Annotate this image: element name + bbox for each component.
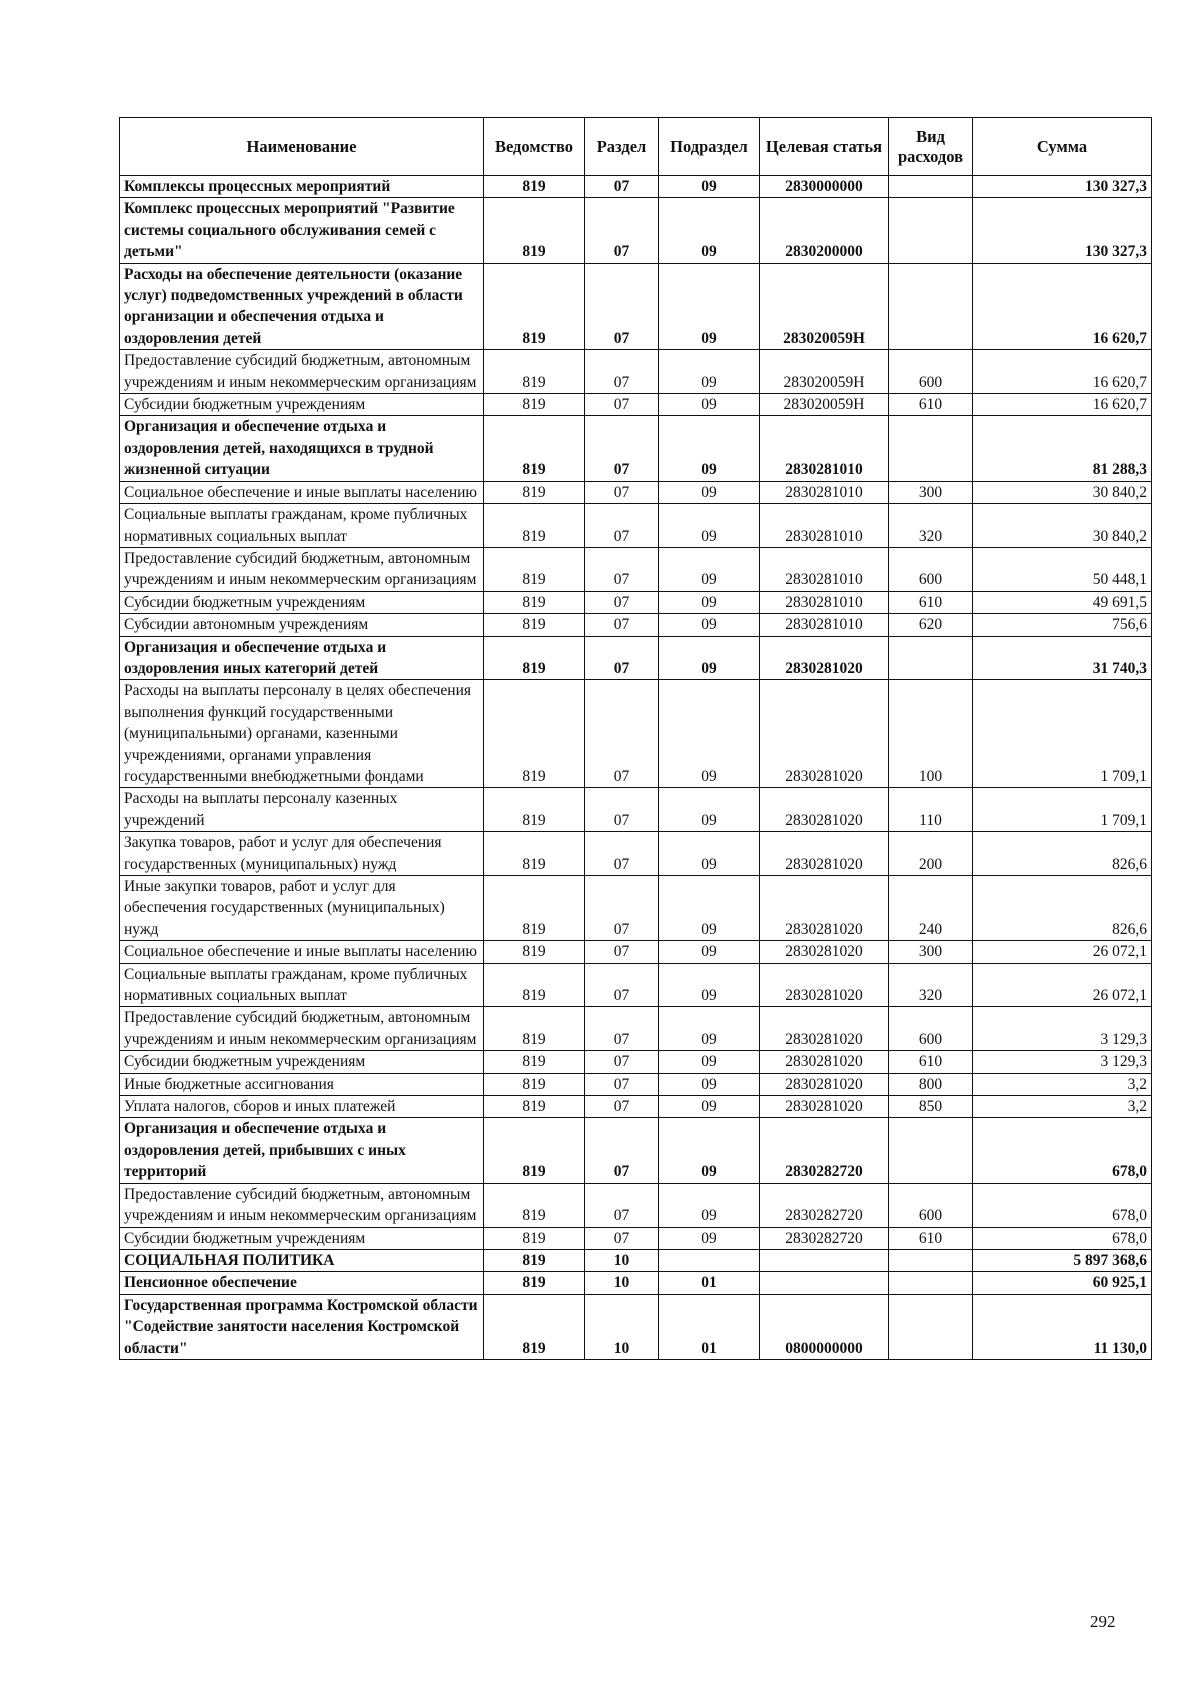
cell-sum: 26 072,1 bbox=[973, 941, 1152, 963]
table-row bbox=[120, 963, 1152, 1007]
table-row bbox=[120, 941, 1152, 963]
cell-sum: 31 740,3 bbox=[973, 636, 1152, 680]
cell-target: 2830281020 bbox=[760, 1096, 889, 1118]
table-row bbox=[120, 416, 1152, 481]
cell-name: Социальные выплаты гражданам, кроме публичных нормативных социальных выплат bbox=[120, 504, 484, 548]
cell-dept: 819 bbox=[484, 1007, 585, 1051]
table-row bbox=[120, 481, 1152, 503]
cell-name: Организация и обеспечение отдыха и оздоровления иных категорий детей bbox=[120, 636, 484, 680]
cell-subsection: 09 bbox=[659, 941, 760, 963]
cell-target: 2830281010 bbox=[760, 504, 889, 548]
cell-section: 07 bbox=[585, 963, 659, 1007]
cell-type bbox=[889, 416, 973, 481]
cell-type: 600 bbox=[889, 350, 973, 394]
table-row bbox=[120, 394, 1152, 416]
cell-target: 2830281010 bbox=[760, 591, 889, 613]
cell-subsection: 09 bbox=[659, 614, 760, 636]
budget-table bbox=[119, 117, 1152, 1360]
cell-name: Предоставление субсидий бюджетным, автономным учреждениям и иным некоммерческим организациям bbox=[120, 1007, 484, 1051]
table-row bbox=[120, 1007, 1152, 1051]
table-row bbox=[120, 788, 1152, 832]
cell-type: 320 bbox=[889, 963, 973, 1007]
cell-name: Иные закупки товаров, работ и услуг для обеспечения государственных (муниципальных) нужд bbox=[120, 876, 484, 941]
cell-dept: 819 bbox=[484, 198, 585, 263]
cell-subsection: 09 bbox=[659, 198, 760, 263]
cell-section: 07 bbox=[585, 614, 659, 636]
col-header-target: Целевая статья bbox=[760, 118, 889, 176]
table-row bbox=[120, 680, 1152, 788]
cell-sum: 1 709,1 bbox=[973, 680, 1152, 788]
cell-sum: 16 620,7 bbox=[973, 394, 1152, 416]
cell-type: 610 bbox=[889, 1051, 973, 1073]
cell-dept: 819 bbox=[484, 680, 585, 788]
cell-type: 200 bbox=[889, 832, 973, 876]
cell-subsection: 09 bbox=[659, 680, 760, 788]
cell-section: 07 bbox=[585, 1227, 659, 1249]
cell-section: 10 bbox=[585, 1249, 659, 1271]
cell-sum: 678,0 bbox=[973, 1183, 1152, 1227]
cell-name: Субсидии бюджетным учреждениям bbox=[120, 394, 484, 416]
cell-type bbox=[889, 1272, 973, 1294]
cell-type: 300 bbox=[889, 941, 973, 963]
cell-type: 300 bbox=[889, 481, 973, 503]
cell-name: Организация и обеспечение отдыха и оздоровления детей, находящихся в трудной жизненной ситуации bbox=[120, 416, 484, 481]
cell-type: 610 bbox=[889, 394, 973, 416]
cell-name: Субсидии бюджетным учреждениям bbox=[120, 1051, 484, 1073]
cell-subsection: 09 bbox=[659, 350, 760, 394]
cell-type bbox=[889, 1294, 973, 1359]
cell-subsection: 09 bbox=[659, 636, 760, 680]
col-header-sum: Сумма bbox=[973, 118, 1152, 176]
cell-sum: 30 840,2 bbox=[973, 481, 1152, 503]
cell-section: 07 bbox=[585, 1051, 659, 1073]
table-row bbox=[120, 263, 1152, 350]
col-header-type: Вид расходов bbox=[889, 118, 973, 176]
cell-target: 2830281010 bbox=[760, 416, 889, 481]
cell-dept: 819 bbox=[484, 636, 585, 680]
cell-name: Расходы на выплаты персоналу казенных учреждений bbox=[120, 788, 484, 832]
cell-target: 2830281010 bbox=[760, 481, 889, 503]
cell-subsection: 09 bbox=[659, 788, 760, 832]
table-row bbox=[120, 1096, 1152, 1118]
cell-name: Пенсионное обеспечение bbox=[120, 1272, 484, 1294]
cell-section: 07 bbox=[585, 1007, 659, 1051]
cell-dept: 819 bbox=[484, 1096, 585, 1118]
cell-dept: 819 bbox=[484, 591, 585, 613]
cell-subsection: 09 bbox=[659, 263, 760, 350]
cell-section: 07 bbox=[585, 547, 659, 591]
cell-sum: 678,0 bbox=[973, 1118, 1152, 1183]
cell-sum: 678,0 bbox=[973, 1227, 1152, 1249]
cell-subsection: 09 bbox=[659, 591, 760, 613]
cell-sum: 1 709,1 bbox=[973, 788, 1152, 832]
cell-target: 2830281020 bbox=[760, 1007, 889, 1051]
cell-dept: 819 bbox=[484, 963, 585, 1007]
page-number: 292 bbox=[1090, 1612, 1116, 1631]
cell-subsection: 09 bbox=[659, 1007, 760, 1051]
cell-dept: 819 bbox=[484, 504, 585, 548]
cell-name: Государственная программа Костромской области "Содействие занятости населения Костромской области" bbox=[120, 1294, 484, 1359]
cell-type bbox=[889, 1249, 973, 1271]
cell-subsection: 09 bbox=[659, 963, 760, 1007]
cell-dept: 819 bbox=[484, 832, 585, 876]
cell-sum: 3 129,3 bbox=[973, 1051, 1152, 1073]
cell-target: 2830281020 bbox=[760, 941, 889, 963]
cell-sum: 5 897 368,6 bbox=[973, 1249, 1152, 1271]
cell-subsection: 09 bbox=[659, 547, 760, 591]
cell-subsection bbox=[659, 1249, 760, 1271]
cell-section: 07 bbox=[585, 832, 659, 876]
cell-target: 2830281020 bbox=[760, 680, 889, 788]
cell-section: 07 bbox=[585, 788, 659, 832]
cell-type: 600 bbox=[889, 1007, 973, 1051]
cell-subsection: 09 bbox=[659, 1227, 760, 1249]
cell-name: Предоставление субсидий бюджетным, автономным учреждениям и иным некоммерческим организациям bbox=[120, 547, 484, 591]
cell-dept: 819 bbox=[484, 263, 585, 350]
cell-name: Уплата налогов, сборов и иных платежей bbox=[120, 1096, 484, 1118]
cell-dept: 819 bbox=[484, 547, 585, 591]
cell-type: 610 bbox=[889, 1227, 973, 1249]
cell-sum: 3,2 bbox=[973, 1096, 1152, 1118]
cell-sum: 16 620,7 bbox=[973, 350, 1152, 394]
cell-type: 600 bbox=[889, 547, 973, 591]
col-header-dept: Ведомство bbox=[484, 118, 585, 176]
cell-type: 240 bbox=[889, 876, 973, 941]
cell-section: 07 bbox=[585, 876, 659, 941]
cell-section: 07 bbox=[585, 350, 659, 394]
cell-subsection: 01 bbox=[659, 1272, 760, 1294]
table-row bbox=[120, 547, 1152, 591]
cell-target: 2830281020 bbox=[760, 1051, 889, 1073]
table-row bbox=[120, 1183, 1152, 1227]
col-header-section: Раздел bbox=[585, 118, 659, 176]
cell-dept: 819 bbox=[484, 416, 585, 481]
table-row bbox=[120, 1118, 1152, 1183]
cell-subsection: 09 bbox=[659, 1073, 760, 1095]
cell-sum: 16 620,7 bbox=[973, 263, 1152, 350]
cell-section: 07 bbox=[585, 1183, 659, 1227]
table-row bbox=[120, 1294, 1152, 1359]
cell-target: 0800000000 bbox=[760, 1294, 889, 1359]
cell-target: 2830282720 bbox=[760, 1227, 889, 1249]
cell-sum: 26 072,1 bbox=[973, 963, 1152, 1007]
cell-section: 07 bbox=[585, 1096, 659, 1118]
table-row bbox=[120, 1073, 1152, 1095]
cell-name: Расходы на выплаты персоналу в целях обеспечения выполнения функций государственными (муниципальными) органами, казенными учреждениями, органами управления государственными внебюджетными фондами bbox=[120, 680, 484, 788]
table-row bbox=[120, 636, 1152, 680]
cell-name: Комплекс процессных мероприятий "Развитие системы социального обслуживания семей с детьми" bbox=[120, 198, 484, 263]
cell-target: 2830281020 bbox=[760, 832, 889, 876]
cell-target: 2830200000 bbox=[760, 198, 889, 263]
cell-target: 2830281020 bbox=[760, 876, 889, 941]
cell-dept: 819 bbox=[484, 614, 585, 636]
cell-target: 283020059Н bbox=[760, 350, 889, 394]
cell-dept: 819 bbox=[484, 1294, 585, 1359]
cell-sum: 826,6 bbox=[973, 832, 1152, 876]
cell-sum: 11 130,0 bbox=[973, 1294, 1152, 1359]
cell-sum: 49 691,5 bbox=[973, 591, 1152, 613]
cell-section: 07 bbox=[585, 636, 659, 680]
table-row bbox=[120, 1051, 1152, 1073]
cell-target: 2830281020 bbox=[760, 1073, 889, 1095]
cell-subsection: 09 bbox=[659, 832, 760, 876]
cell-section: 10 bbox=[585, 1272, 659, 1294]
cell-type: 800 bbox=[889, 1073, 973, 1095]
cell-name: Закупка товаров, работ и услуг для обеспечения государственных (муниципальных) нужд bbox=[120, 832, 484, 876]
table-row bbox=[120, 591, 1152, 613]
cell-name: Субсидии бюджетным учреждениям bbox=[120, 591, 484, 613]
cell-target: 2830281020 bbox=[760, 963, 889, 1007]
cell-sum: 50 448,1 bbox=[973, 547, 1152, 591]
cell-target: 2830282720 bbox=[760, 1183, 889, 1227]
cell-section: 07 bbox=[585, 481, 659, 503]
cell-type: 610 bbox=[889, 591, 973, 613]
cell-dept: 819 bbox=[484, 1183, 585, 1227]
cell-name: Иные бюджетные ассигнования bbox=[120, 1073, 484, 1095]
cell-type: 620 bbox=[889, 614, 973, 636]
cell-dept: 819 bbox=[484, 1249, 585, 1271]
cell-target bbox=[760, 1272, 889, 1294]
cell-sum: 130 327,3 bbox=[973, 198, 1152, 263]
cell-sum: 3 129,3 bbox=[973, 1007, 1152, 1051]
cell-dept: 819 bbox=[484, 876, 585, 941]
cell-subsection: 09 bbox=[659, 176, 760, 198]
cell-section: 07 bbox=[585, 1118, 659, 1183]
cell-target: 283020059Н bbox=[760, 394, 889, 416]
cell-sum: 130 327,3 bbox=[973, 176, 1152, 198]
cell-type bbox=[889, 1118, 973, 1183]
cell-dept: 819 bbox=[484, 788, 585, 832]
cell-name: Организация и обеспечение отдыха и оздоровления детей, прибывших с иных территорий bbox=[120, 1118, 484, 1183]
table-row bbox=[120, 176, 1152, 198]
cell-subsection: 09 bbox=[659, 394, 760, 416]
cell-subsection: 09 bbox=[659, 876, 760, 941]
cell-sum: 60 925,1 bbox=[973, 1272, 1152, 1294]
cell-section: 07 bbox=[585, 394, 659, 416]
cell-dept: 819 bbox=[484, 1051, 585, 1073]
cell-subsection: 01 bbox=[659, 1294, 760, 1359]
cell-name: Социальные выплаты гражданам, кроме публичных нормативных социальных выплат bbox=[120, 963, 484, 1007]
cell-subsection: 09 bbox=[659, 504, 760, 548]
table-row bbox=[120, 504, 1152, 548]
cell-name: Предоставление субсидий бюджетным, автономным учреждениям и иным некоммерческим организациям bbox=[120, 1183, 484, 1227]
table-row bbox=[120, 614, 1152, 636]
cell-section: 10 bbox=[585, 1294, 659, 1359]
table-row bbox=[120, 350, 1152, 394]
cell-type: 100 bbox=[889, 680, 973, 788]
cell-dept: 819 bbox=[484, 1073, 585, 1095]
cell-sum: 3,2 bbox=[973, 1073, 1152, 1095]
cell-target: 2830281020 bbox=[760, 788, 889, 832]
cell-type: 110 bbox=[889, 788, 973, 832]
table-row bbox=[120, 876, 1152, 941]
cell-target: 2830281010 bbox=[760, 614, 889, 636]
cell-subsection: 09 bbox=[659, 481, 760, 503]
table-row bbox=[120, 1227, 1152, 1249]
cell-name: Расходы на обеспечение деятельности (оказание услуг) подведомственных учреждений в области организации и обеспечения отдыха и оздоровления детей bbox=[120, 263, 484, 350]
cell-dept: 819 bbox=[484, 941, 585, 963]
cell-dept: 819 bbox=[484, 350, 585, 394]
cell-target: 2830281020 bbox=[760, 636, 889, 680]
cell-section: 07 bbox=[585, 941, 659, 963]
cell-subsection: 09 bbox=[659, 416, 760, 481]
cell-section: 07 bbox=[585, 680, 659, 788]
cell-section: 07 bbox=[585, 416, 659, 481]
cell-sum: 30 840,2 bbox=[973, 504, 1152, 548]
cell-name: Предоставление субсидий бюджетным, автономным учреждениям и иным некоммерческим организациям bbox=[120, 350, 484, 394]
cell-name: Субсидии бюджетным учреждениям bbox=[120, 1227, 484, 1249]
cell-name: СОЦИАЛЬНАЯ ПОЛИТИКА bbox=[120, 1249, 484, 1271]
table-body bbox=[120, 176, 1152, 1360]
cell-name: Социальное обеспечение и иные выплаты населению bbox=[120, 481, 484, 503]
cell-name: Субсидии автономным учреждениям bbox=[120, 614, 484, 636]
cell-subsection: 09 bbox=[659, 1051, 760, 1073]
cell-type bbox=[889, 636, 973, 680]
cell-dept: 819 bbox=[484, 1227, 585, 1249]
cell-section: 07 bbox=[585, 263, 659, 350]
cell-target: 283020059Н bbox=[760, 263, 889, 350]
cell-name: Комплексы процессных мероприятий bbox=[120, 176, 484, 198]
cell-dept: 819 bbox=[484, 394, 585, 416]
cell-name: Социальное обеспечение и иные выплаты населению bbox=[120, 941, 484, 963]
cell-section: 07 bbox=[585, 504, 659, 548]
cell-target bbox=[760, 1249, 889, 1271]
cell-subsection: 09 bbox=[659, 1096, 760, 1118]
cell-sum: 756,6 bbox=[973, 614, 1152, 636]
table-row bbox=[120, 198, 1152, 263]
cell-type: 320 bbox=[889, 504, 973, 548]
cell-subsection: 09 bbox=[659, 1183, 760, 1227]
cell-target: 2830000000 bbox=[760, 176, 889, 198]
cell-type: 600 bbox=[889, 1183, 973, 1227]
cell-sum: 826,6 bbox=[973, 876, 1152, 941]
table-row bbox=[120, 1272, 1152, 1294]
cell-dept: 819 bbox=[484, 1272, 585, 1294]
cell-dept: 819 bbox=[484, 176, 585, 198]
cell-type bbox=[889, 263, 973, 350]
table-header-row bbox=[120, 118, 1152, 176]
col-header-name: Наименование bbox=[120, 118, 484, 176]
cell-section: 07 bbox=[585, 591, 659, 613]
cell-type: 850 bbox=[889, 1096, 973, 1118]
table-row bbox=[120, 832, 1152, 876]
table-row bbox=[120, 1249, 1152, 1271]
col-header-subsection: Подраздел bbox=[659, 118, 760, 176]
cell-target: 2830282720 bbox=[760, 1118, 889, 1183]
cell-dept: 819 bbox=[484, 481, 585, 503]
cell-section: 07 bbox=[585, 176, 659, 198]
cell-type bbox=[889, 198, 973, 263]
cell-type bbox=[889, 176, 973, 198]
cell-subsection: 09 bbox=[659, 1118, 760, 1183]
cell-section: 07 bbox=[585, 1073, 659, 1095]
cell-dept: 819 bbox=[484, 1118, 585, 1183]
cell-target: 2830281010 bbox=[760, 547, 889, 591]
cell-sum: 81 288,3 bbox=[973, 416, 1152, 481]
cell-section: 07 bbox=[585, 198, 659, 263]
